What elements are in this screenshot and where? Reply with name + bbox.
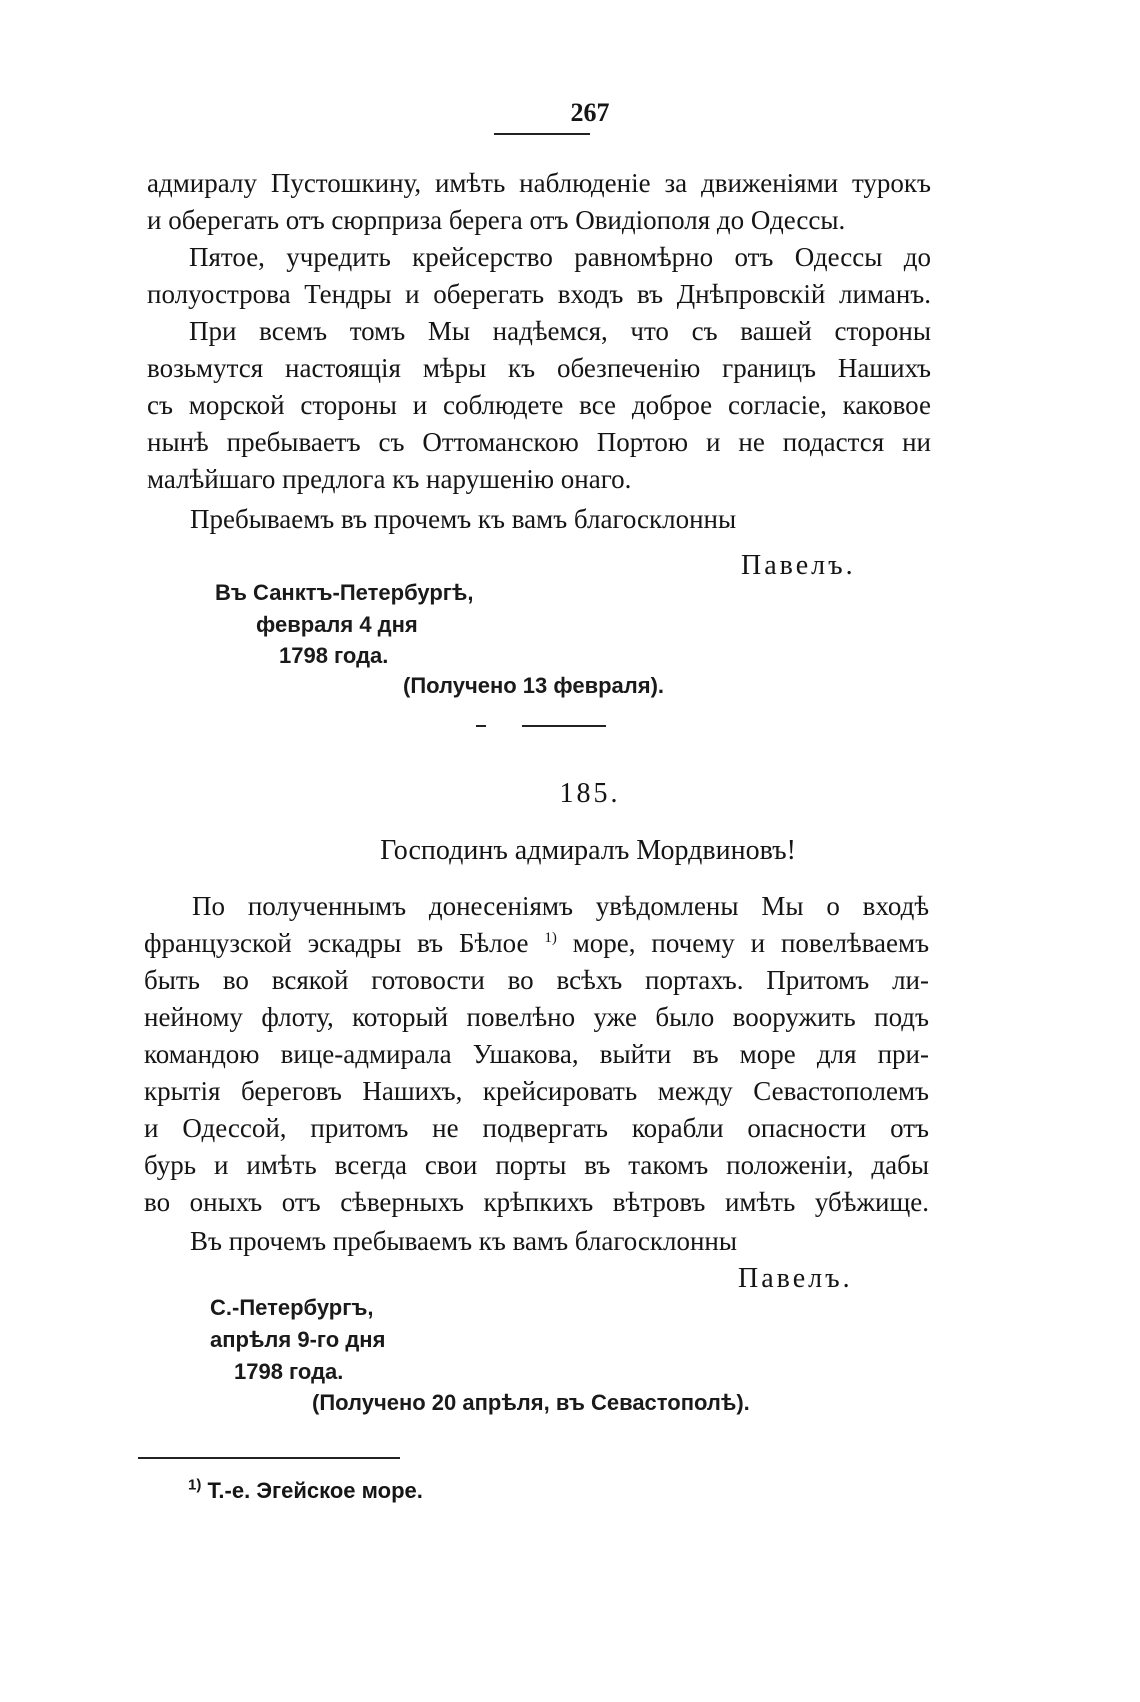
salutation: Господинъ адмиралъ Мордвиновъ! <box>380 835 796 866</box>
doc184-paragraph-3 <box>147 313 931 498</box>
doc185-place: С.-Петербургъ, <box>210 1295 374 1320</box>
text-line: По полученнымъ донесеніямъ увѣдомлены Мы о входѣ <box>192 891 929 921</box>
text-line: командою вице-адмирала Ушакова, выйти въ море для при- <box>144 1039 929 1069</box>
doc184-received-note: (Получено 13 февраля). <box>403 673 665 698</box>
doc184-date-year: 1798 года. <box>279 643 389 668</box>
doc184-paragraph-2 <box>147 239 931 313</box>
text-line: Пятое, учредить крейсерство равномѣрно отъ Одессы до <box>189 242 931 272</box>
text-line: бурь и имѣть всегда свои порты въ такомъ положеніи, дабы <box>144 1150 929 1180</box>
page-number-underline <box>494 133 590 135</box>
text-line: При всемъ томъ Мы надѣемся, что съ вашей стороны <box>189 316 931 346</box>
text-fragment: французской эскадры въ Бѣлое <box>144 928 529 958</box>
section-divider <box>522 725 606 727</box>
doc185-paragraph-1 <box>144 888 929 1221</box>
doc185-signature: Павелъ. <box>738 1263 853 1294</box>
document-number: 185. <box>559 778 621 809</box>
section-divider-dash <box>476 725 486 727</box>
doc185-date-day: апрѣля 9-го дня <box>210 1327 386 1352</box>
text-line: крытія береговъ Нашихъ, крейсировать между Севастополемъ <box>144 1076 929 1106</box>
page-number: 267 <box>570 98 610 127</box>
doc184-closing: Пребываемъ въ прочемъ къ вамъ благосклонны <box>190 504 737 534</box>
doc185-received-note: (Получено 20 апрѣля, въ Севастополѣ). <box>312 1390 750 1415</box>
text-line: во оныхъ отъ сѣверныхъ крѣпкихъ вѣтровъ имѣть убѣжище. <box>144 1187 929 1217</box>
doc184-place: Въ Санктъ-Петербургѣ, <box>215 580 474 605</box>
footnote <box>188 1478 423 1504</box>
text-line: быть во всякой готовости во всѣхъ портахъ. Притомъ ли- <box>144 965 929 995</box>
text-line: нейному флоту, который повелѣно уже было вооружить подъ <box>144 1002 929 1032</box>
text-line: малѣйшаго предлога къ нарушенію онаго. <box>147 464 632 494</box>
text-line <box>144 925 929 962</box>
footnote-rule <box>138 1457 400 1459</box>
doc184-date-day: февраля 4 дня <box>256 612 418 637</box>
text-line: адмиралу Пустошкину, имѣть наблюденіе за движеніями турокъ <box>147 168 931 198</box>
doc184-signature: Павелъ. <box>741 550 856 581</box>
text-fragment: море, почему и повелѣваемъ <box>572 928 930 958</box>
text-line: и оберегать отъ сюрприза берега отъ Овидіополя до Одессы. <box>147 205 846 235</box>
doc184-paragraph-1 <box>147 165 931 239</box>
footnote-reference: 1) <box>544 930 557 946</box>
doc185-date-year: 1798 года. <box>234 1359 344 1384</box>
text-line: нынѣ пребываетъ съ Оттоманскою Портою и не подастся ни <box>147 427 931 457</box>
text-line: возьмутся настоящія мѣры къ обезпеченію границъ Нашихъ <box>147 353 931 383</box>
doc185-closing: Въ прочемъ пребываемъ къ вамъ благосклонны <box>190 1226 738 1256</box>
text-line: полуострова Тендры и оберегать входъ въ Днѣпровскій лиманъ. <box>147 279 931 309</box>
text-line: съ морской стороны и соблюдете все доброе согласіе, каковое <box>147 390 931 420</box>
footnote-marker: 1) <box>188 1476 202 1494</box>
footnote-text: Т.-е. Эгейское море. <box>207 1478 423 1503</box>
text-line: и Одессой, притомъ не подвергать корабли опасности отъ <box>144 1113 929 1143</box>
